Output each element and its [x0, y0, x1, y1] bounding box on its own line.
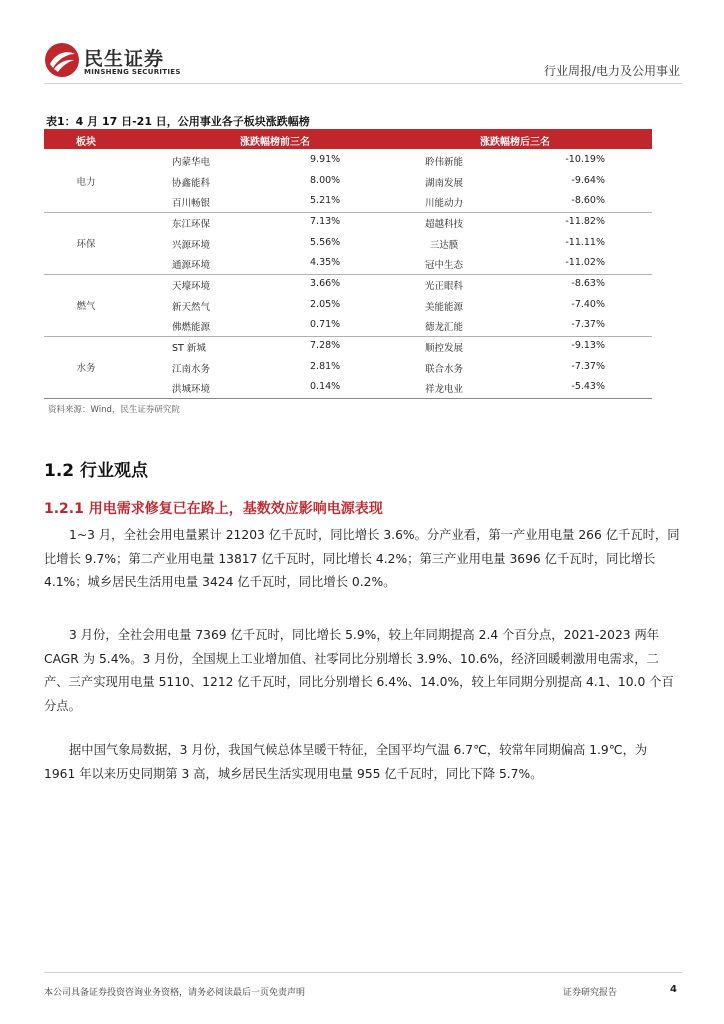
table-top-pct: 3.66%: [310, 278, 341, 289]
table-top-pct: 5.56%: [310, 236, 341, 248]
table-bottom-name: 祥龙电业: [424, 384, 463, 396]
paragraph-3-text: 据中国气象局数据，3 月份，我国气候总体呈暖干特征，全国平均气温 6.7℃，较常年同期偏高 1.9℃，为 1961 年以来历史同期第 3 高，城乡居民生活实现用电量 955 亿千瓦时，同比下降 5.7%。: [44, 743, 648, 781]
table-bottom-name: 美能能源: [424, 301, 463, 313]
table-top-pct: 9.91%: [310, 154, 341, 165]
table-bottom-pct: -8.63%: [571, 278, 605, 289]
paragraph-1: [44, 524, 680, 595]
table-header-bottom: 涨跌幅榜后三名: [480, 137, 550, 148]
table-group-divider: [44, 274, 652, 275]
table-bottom-name: 川能动力: [424, 198, 463, 210]
table-source: 资料来源：Wind，民生证券研究院: [48, 405, 180, 415]
table-top-name: 协鑫能科: [172, 177, 211, 189]
table-bottom-name: 光正眼科: [424, 281, 463, 292]
table-bottom-pct: -11.82%: [565, 216, 605, 227]
paragraph-2: [44, 624, 680, 718]
section-heading: 1.2 行业观点: [44, 461, 149, 481]
table-top-pct: 2.05%: [310, 298, 341, 310]
minsheng-logo-icon: [44, 42, 80, 78]
table-bottom-name: 联合水务: [424, 363, 463, 375]
table-sector-label: 水务: [76, 363, 96, 374]
table-title: 表1：4 月 17 日-21 日，公用事业各子板块涨跌幅榜: [46, 115, 310, 128]
table-bottom-pct: -8.60%: [571, 195, 605, 207]
header-divider: [44, 83, 682, 84]
table-top-pct: 4.35%: [310, 257, 341, 269]
table-sector-label: 燃气: [76, 301, 96, 312]
table-bottom-name: 冠中生态: [424, 260, 463, 272]
footer-doc-type: 证券研究报告: [563, 988, 618, 998]
table-top-name: 东江环保: [172, 219, 211, 230]
table-top-pct: 0.14%: [310, 381, 341, 393]
brand-name-cn: 民生证券: [84, 48, 165, 70]
table-top-pct: 0.71%: [310, 319, 341, 331]
footer-disclaimer: 本公司具备证券投资咨询业务资格，请务必阅读最后一页免责声明: [44, 988, 306, 998]
report-category: 行业周报/电力及公用事业: [543, 64, 680, 78]
table-bottom-pct: -9.13%: [571, 340, 605, 351]
table-bottom-pct: -11.11%: [565, 236, 605, 248]
table-bottom-name: 三达膜: [429, 239, 459, 251]
table-bottom-pct: -11.02%: [565, 257, 605, 269]
table-top-name: 新天然气: [172, 301, 211, 313]
table-top-name: 通源环境: [172, 260, 211, 272]
paragraph-3: [44, 739, 680, 786]
table-top-pct: 7.13%: [310, 216, 341, 227]
table-bottom-name: 湖南发展: [424, 177, 463, 189]
page-number: 4: [670, 984, 677, 995]
subsection-heading: 1.2.1 用电需求修复已在路上，基数效应影响电源表现: [44, 501, 383, 517]
table-top-pct: 2.81%: [310, 360, 341, 372]
table-top-name: 江南水务: [172, 363, 211, 375]
table-top-pct: 8.00%: [310, 174, 341, 186]
brand-name-en: MINSHENG SECURITIES: [84, 68, 181, 76]
table-bottom-pct: -5.43%: [571, 381, 605, 393]
table-bottom-name: 德龙汇能: [424, 322, 463, 334]
table-bottom-name: 聆伟新能: [424, 157, 463, 168]
table-bottom-name: 顺控发展: [424, 343, 463, 354]
table-header-sector: 板块: [76, 137, 96, 148]
table-top-name: 内蒙华电: [172, 157, 211, 168]
table-bottom-pct: -9.64%: [571, 174, 605, 186]
table-bottom-pct: -7.37%: [571, 319, 605, 331]
table-group-divider: [44, 212, 652, 213]
table-bottom-pct: -10.19%: [565, 154, 605, 165]
table-top-name: 百川畅银: [172, 198, 211, 210]
footer-divider: [44, 972, 682, 973]
table-bottom-name: 超越科技: [424, 219, 463, 230]
table-top-name: 洪城环境: [172, 384, 211, 396]
table-sector-label: 环保: [76, 239, 96, 250]
table-bottom-pct: -7.37%: [571, 360, 605, 372]
table-bottom-pct: -7.40%: [571, 298, 605, 310]
paragraph-1-text: 1~3 月，全社会用电量累计 21203 亿千瓦时，同比增长 3.6%。分产业看，第一产业用电量 266 亿千瓦时，同比增长 9.7%；第二产业用电量 13817 亿千瓦时，同比增长 4.2%；第三产业用电量 3696 亿千瓦时，同比增长 4.1%；城乡居民生活用电量 3424 亿千瓦时，同比增长 0.2%。: [44, 528, 680, 590]
table-top-pct: 7.28%: [310, 340, 341, 351]
table-header-top: 涨跌幅榜前三名: [240, 137, 310, 148]
table-top-name: 佛燃能源: [172, 322, 211, 334]
table-top-name: 天壕环境: [172, 281, 211, 292]
table-top-pct: 5.21%: [310, 195, 341, 207]
table-bottom-border: [44, 398, 652, 399]
table-top-name: 兴源环境: [172, 239, 211, 251]
table-sector-label: 电力: [76, 177, 96, 188]
paragraph-2-text: 3 月份，全社会用电量 7369 亿千瓦时，同比增长 5.9%，较上年同期提高 2.4 个百分点，2021-2023 两年 CAGR 为 5.4%。3 月份，全国规上工业增加值、社零同比分别增长 3.9%、10.6%，经济回暖刺激用电需求，二产、三产实现用电量 5110、1212 亿千瓦时，同比分别增长 6.4%、14.0%，较上年同期分别提高 4.1、10.0 个百分点。: [44, 628, 674, 713]
table-group-divider: [44, 336, 652, 337]
table-top-name: ST 新城: [172, 343, 206, 354]
